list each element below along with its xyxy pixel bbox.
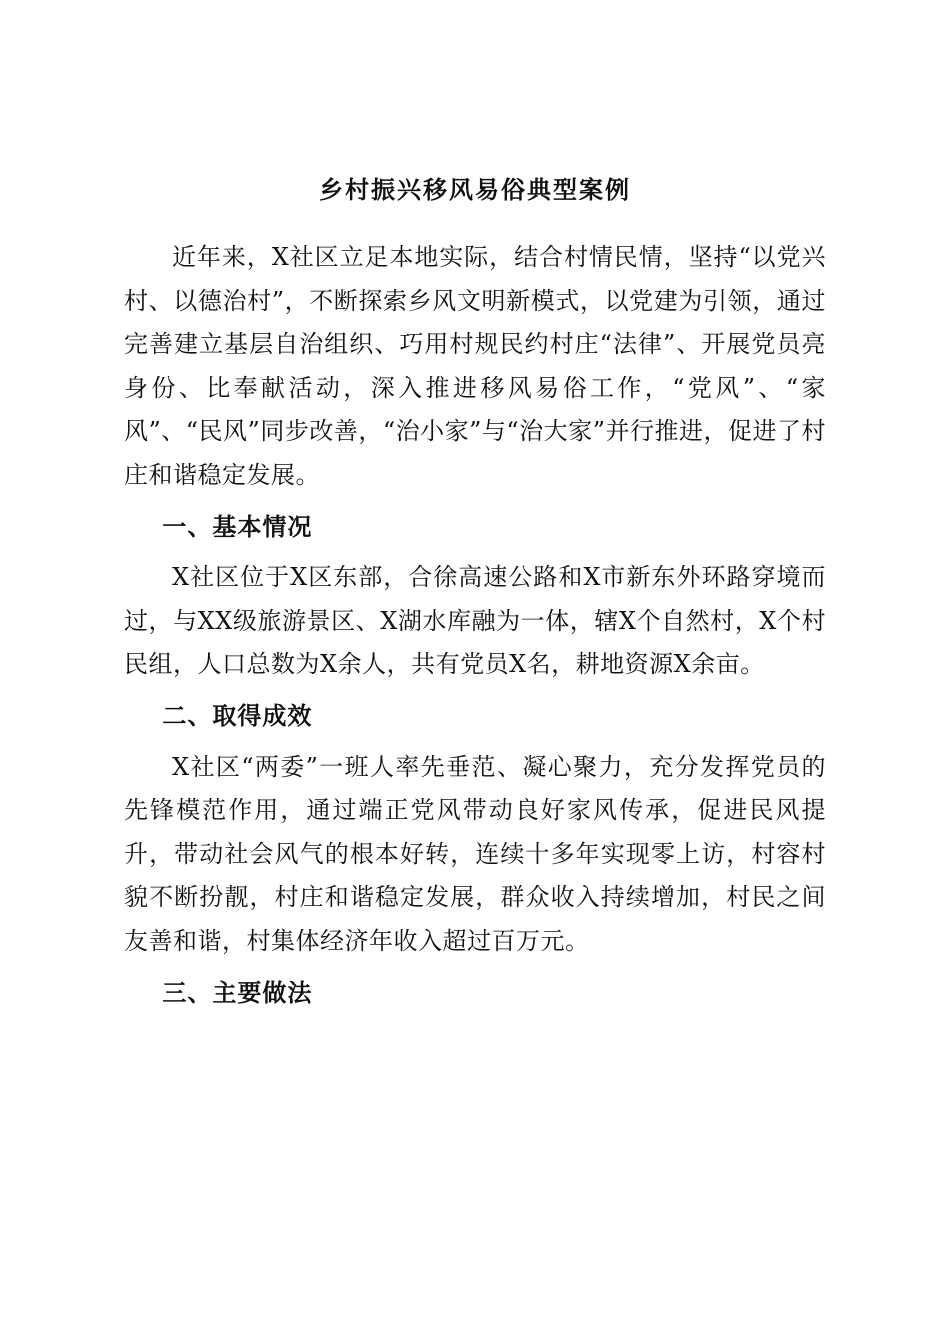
document-title: 乡村振兴移风易俗典型案例 (319, 175, 631, 204)
section-body-achievements: X社区“两委”一班人率先垂范、凝心聚力，充分发挥党员的先锋模范作用，通过端正党风带动良好家风传承，促进民风提升，带动社会风气的根本好转，连续十多年实现零上访，村容村貌不断扮靓，村庄和谐稳定发展，群众收入持续增加，村民之间友善和谐，村集体经济年收入超过百万元。 (124, 752, 826, 955)
section-heading-achievements: 二、取得成效 (162, 700, 313, 730)
section-body-basic-info: X社区位于X区东部，合徐高速公路和X市新东外环路穿境而过，与XX级旅游景区、X湖水库融为一体，辖X个自然村，X个村民组，人口总数为X余人，共有党员X名，耕地资源X余亩。 (124, 563, 826, 679)
document-page (124, 172, 826, 1014)
section-heading-main-practices: 三、主要做法 (162, 977, 313, 1007)
section-heading-basic-info: 一、基本情况 (162, 511, 313, 541)
intro-paragraph: 近年来，X社区立足本地实际，结合村情民情，坚持“以党兴村、以德治村”，不断探索乡风文明新模式，以党建为引领，通过完善建立基层自治组织、巧用村规民约村庄“法律”、开展党员亮身份、比奉献活动，深入推进移风易俗工作，“党风”、“家风”、“民风”同步改善，“治小家”与“治大家”并行推进，促进了村庄和谐稳定发展。 (124, 243, 826, 489)
